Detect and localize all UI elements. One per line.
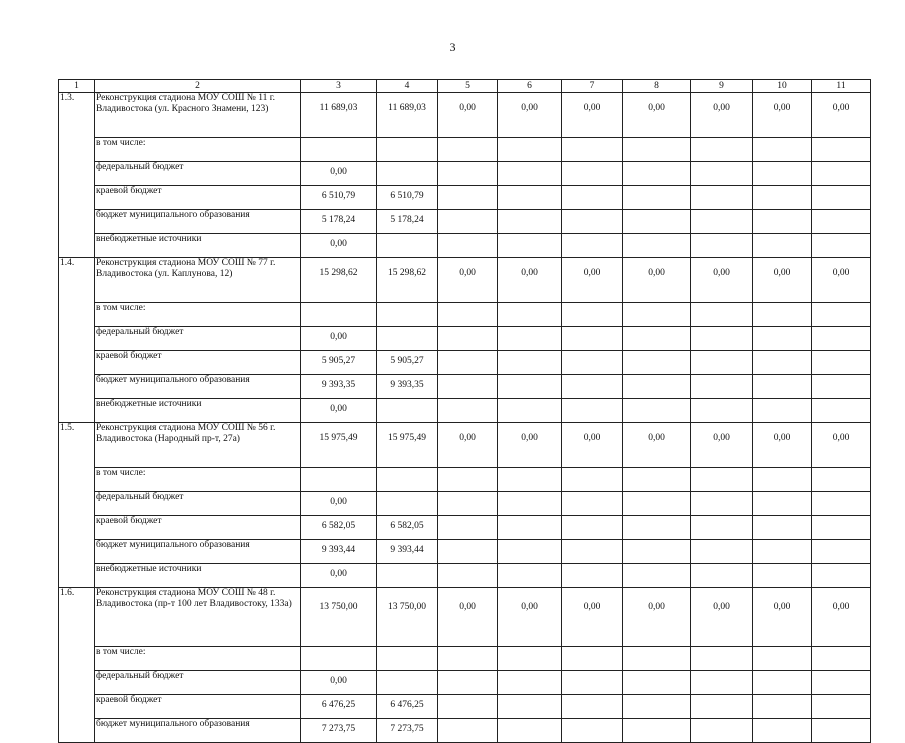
empty-cell [691, 492, 753, 516]
item-code: 1.6. [59, 588, 95, 743]
item-value: 0,00 [498, 93, 562, 138]
empty-cell [623, 540, 691, 564]
empty-cell [438, 671, 498, 695]
item-row [59, 423, 871, 468]
subrow-col4: 6 510,79 [377, 186, 438, 210]
empty-cell [812, 351, 871, 375]
column-header: 1 [59, 80, 95, 93]
subrow-col4 [377, 234, 438, 258]
subrow-label: в том числе: [95, 468, 301, 492]
column-header: 6 [498, 80, 562, 93]
item-value: 0,00 [438, 93, 498, 138]
page-number: 3 [449, 40, 456, 54]
subrow-label: федеральный бюджет [95, 492, 301, 516]
empty-cell [812, 492, 871, 516]
empty-cell [623, 492, 691, 516]
subrow-col4: 9 393,44 [377, 540, 438, 564]
subrow-col4: 5 905,27 [377, 351, 438, 375]
empty-cell [438, 695, 498, 719]
subrow-col4 [377, 492, 438, 516]
empty-cell [562, 647, 623, 671]
empty-cell [562, 138, 623, 162]
empty-cell [498, 210, 562, 234]
empty-cell [753, 695, 812, 719]
subrow-col3: 6 582,05 [301, 516, 377, 540]
subrow [59, 516, 871, 540]
empty-cell [812, 647, 871, 671]
empty-cell [562, 564, 623, 588]
empty-cell [498, 234, 562, 258]
empty-cell [753, 375, 812, 399]
item-code: 1.5. [59, 423, 95, 588]
empty-cell [562, 234, 623, 258]
empty-cell [753, 647, 812, 671]
subrow [59, 719, 871, 743]
column-header: 7 [562, 80, 623, 93]
item-value: 0,00 [623, 93, 691, 138]
item-value: 0,00 [691, 588, 753, 647]
empty-cell [753, 234, 812, 258]
empty-cell [623, 468, 691, 492]
column-header: 3 [301, 80, 377, 93]
empty-cell [812, 695, 871, 719]
item-value: 0,00 [498, 588, 562, 647]
empty-cell [691, 564, 753, 588]
empty-cell [498, 468, 562, 492]
empty-cell [623, 399, 691, 423]
empty-cell [691, 186, 753, 210]
empty-cell [623, 375, 691, 399]
item-value: 0,00 [691, 423, 753, 468]
empty-cell [498, 303, 562, 327]
empty-cell [753, 540, 812, 564]
subrow [59, 695, 871, 719]
empty-cell [812, 399, 871, 423]
empty-cell [753, 719, 812, 743]
empty-cell [812, 671, 871, 695]
empty-cell [691, 695, 753, 719]
empty-cell [753, 351, 812, 375]
empty-cell [812, 234, 871, 258]
subrow-col4: 6 476,25 [377, 695, 438, 719]
empty-cell [691, 162, 753, 186]
item-value: 11 689,03 [377, 93, 438, 138]
item-value: 15 298,62 [377, 258, 438, 303]
item-value: 0,00 [623, 423, 691, 468]
empty-cell [623, 234, 691, 258]
subrow [59, 564, 871, 588]
subrow-col3: 6 510,79 [301, 186, 377, 210]
empty-cell [623, 695, 691, 719]
empty-cell [498, 399, 562, 423]
subrow-label: бюджет муниципального образования [95, 719, 301, 743]
item-value: 15 975,49 [377, 423, 438, 468]
empty-cell [438, 210, 498, 234]
empty-cell [812, 719, 871, 743]
item-value: 15 975,49 [301, 423, 377, 468]
subrow-col3: 9 393,35 [301, 375, 377, 399]
empty-cell [562, 303, 623, 327]
subrow-label: внебюджетные источники [95, 234, 301, 258]
subrow-col3: 0,00 [301, 671, 377, 695]
item-value: 13 750,00 [377, 588, 438, 647]
empty-cell [562, 516, 623, 540]
empty-cell [753, 138, 812, 162]
subrow [59, 540, 871, 564]
subrow-col3 [301, 138, 377, 162]
subrow [59, 647, 871, 671]
subrow [59, 468, 871, 492]
subrow-col3: 0,00 [301, 399, 377, 423]
empty-cell [623, 327, 691, 351]
empty-cell [691, 375, 753, 399]
subrow-label: в том числе: [95, 303, 301, 327]
subrow-label: внебюджетные источники [95, 564, 301, 588]
item-code: 1.3. [59, 93, 95, 258]
empty-cell [498, 695, 562, 719]
empty-cell [691, 327, 753, 351]
subrow-col4 [377, 468, 438, 492]
subrow-col4: 9 393,35 [377, 375, 438, 399]
item-value: 0,00 [623, 588, 691, 647]
empty-cell [691, 234, 753, 258]
empty-cell [438, 303, 498, 327]
subrow [59, 303, 871, 327]
subrow-label: бюджет муниципального образования [95, 375, 301, 399]
empty-cell [438, 468, 498, 492]
subrow-col4 [377, 162, 438, 186]
column-header: 5 [438, 80, 498, 93]
empty-cell [498, 564, 562, 588]
subrow [59, 399, 871, 423]
empty-cell [623, 516, 691, 540]
item-value: 0,00 [753, 423, 812, 468]
subrow [59, 671, 871, 695]
empty-cell [691, 540, 753, 564]
subrow [59, 186, 871, 210]
item-row [59, 93, 871, 138]
empty-cell [691, 516, 753, 540]
subrow-col4 [377, 138, 438, 162]
item-value: 0,00 [812, 258, 871, 303]
empty-cell [812, 303, 871, 327]
empty-cell [753, 162, 812, 186]
subrow-col3: 0,00 [301, 162, 377, 186]
empty-cell [753, 327, 812, 351]
column-header: 11 [812, 80, 871, 93]
empty-cell [438, 540, 498, 564]
empty-cell [562, 375, 623, 399]
budget-table [58, 79, 871, 743]
empty-cell [623, 564, 691, 588]
subrow-col3: 0,00 [301, 327, 377, 351]
item-value: 0,00 [812, 423, 871, 468]
item-value: 0,00 [438, 588, 498, 647]
item-value: 13 750,00 [301, 588, 377, 647]
subrow [59, 138, 871, 162]
empty-cell [438, 647, 498, 671]
column-header: 8 [623, 80, 691, 93]
table-body [59, 80, 871, 743]
column-header: 2 [95, 80, 301, 93]
subrow-col3 [301, 303, 377, 327]
empty-cell [623, 303, 691, 327]
item-value: 11 689,03 [301, 93, 377, 138]
empty-cell [438, 162, 498, 186]
empty-cell [498, 375, 562, 399]
subrow-label: краевой бюджет [95, 351, 301, 375]
empty-cell [562, 186, 623, 210]
subrow [59, 351, 871, 375]
empty-cell [753, 303, 812, 327]
item-name: Реконструкция стадиона МОУ СОШ № 77 г. Владивостока (ул. Каплунова, 12) [95, 258, 301, 303]
subrow-label: в том числе: [95, 138, 301, 162]
subrow-label: федеральный бюджет [95, 327, 301, 351]
empty-cell [438, 492, 498, 516]
subrow [59, 327, 871, 351]
empty-cell [812, 564, 871, 588]
empty-cell [562, 351, 623, 375]
empty-cell [691, 210, 753, 234]
subrow-col3: 0,00 [301, 492, 377, 516]
empty-cell [812, 162, 871, 186]
empty-cell [562, 695, 623, 719]
item-value: 0,00 [498, 423, 562, 468]
subrow-col3: 7 273,75 [301, 719, 377, 743]
item-value: 0,00 [438, 423, 498, 468]
subrow-label: краевой бюджет [95, 186, 301, 210]
empty-cell [623, 138, 691, 162]
item-value: 0,00 [562, 423, 623, 468]
empty-cell [438, 138, 498, 162]
subrow [59, 492, 871, 516]
subrow-col3: 5 178,24 [301, 210, 377, 234]
subrow-col4 [377, 399, 438, 423]
subrow-col3: 0,00 [301, 564, 377, 588]
empty-cell [623, 351, 691, 375]
subrow-col4: 7 273,75 [377, 719, 438, 743]
empty-cell [498, 186, 562, 210]
empty-cell [498, 719, 562, 743]
empty-cell [812, 327, 871, 351]
empty-cell [753, 516, 812, 540]
empty-cell [623, 186, 691, 210]
subrow-label: краевой бюджет [95, 516, 301, 540]
subrow-col3 [301, 468, 377, 492]
column-header: 4 [377, 80, 438, 93]
subrow-col4 [377, 303, 438, 327]
empty-cell [498, 492, 562, 516]
empty-cell [812, 540, 871, 564]
subrow-col4: 6 582,05 [377, 516, 438, 540]
subrow [59, 234, 871, 258]
subrow-col3: 6 476,25 [301, 695, 377, 719]
empty-cell [623, 647, 691, 671]
empty-cell [498, 351, 562, 375]
empty-cell [753, 186, 812, 210]
item-value: 0,00 [562, 258, 623, 303]
empty-cell [623, 719, 691, 743]
column-header: 9 [691, 80, 753, 93]
subrow-col4: 5 178,24 [377, 210, 438, 234]
subrow-col3: 0,00 [301, 234, 377, 258]
empty-cell [691, 468, 753, 492]
empty-cell [438, 375, 498, 399]
item-row [59, 258, 871, 303]
empty-cell [753, 468, 812, 492]
item-value: 15 298,62 [301, 258, 377, 303]
empty-cell [812, 375, 871, 399]
empty-cell [812, 138, 871, 162]
empty-cell [691, 399, 753, 423]
empty-cell [812, 468, 871, 492]
empty-cell [812, 186, 871, 210]
item-row [59, 588, 871, 647]
subrow-col4 [377, 564, 438, 588]
item-value: 0,00 [753, 258, 812, 303]
subrow-col3: 9 393,44 [301, 540, 377, 564]
empty-cell [562, 492, 623, 516]
empty-cell [498, 516, 562, 540]
item-value: 0,00 [498, 258, 562, 303]
empty-cell [753, 210, 812, 234]
empty-cell [498, 540, 562, 564]
empty-cell [562, 162, 623, 186]
empty-cell [498, 138, 562, 162]
empty-cell [438, 186, 498, 210]
empty-cell [623, 671, 691, 695]
empty-cell [691, 303, 753, 327]
empty-cell [562, 671, 623, 695]
item-name: Реконструкция стадиона МОУ СОШ № 56 г. Владивостока (Народный пр-т, 27а) [95, 423, 301, 468]
item-value: 0,00 [691, 258, 753, 303]
empty-cell [562, 327, 623, 351]
subrow-label: в том числе: [95, 647, 301, 671]
empty-cell [438, 719, 498, 743]
header-row [59, 80, 871, 93]
empty-cell [753, 671, 812, 695]
subrow [59, 375, 871, 399]
item-value: 0,00 [562, 93, 623, 138]
empty-cell [438, 327, 498, 351]
item-value: 0,00 [562, 588, 623, 647]
empty-cell [438, 399, 498, 423]
item-value: 0,00 [623, 258, 691, 303]
item-value: 0,00 [691, 93, 753, 138]
empty-cell [623, 210, 691, 234]
subrow-label: внебюджетные источники [95, 399, 301, 423]
empty-cell [691, 647, 753, 671]
empty-cell [498, 671, 562, 695]
empty-cell [438, 516, 498, 540]
empty-cell [562, 399, 623, 423]
empty-cell [498, 162, 562, 186]
empty-cell [562, 540, 623, 564]
subrow-col4 [377, 327, 438, 351]
item-value: 0,00 [438, 258, 498, 303]
item-value: 0,00 [753, 93, 812, 138]
empty-cell [498, 647, 562, 671]
subrow-label: федеральный бюджет [95, 162, 301, 186]
subrow-label: краевой бюджет [95, 695, 301, 719]
empty-cell [691, 351, 753, 375]
empty-cell [562, 719, 623, 743]
empty-cell [753, 564, 812, 588]
empty-cell [562, 210, 623, 234]
empty-cell [691, 138, 753, 162]
empty-cell [623, 162, 691, 186]
empty-cell [498, 327, 562, 351]
empty-cell [753, 492, 812, 516]
empty-cell [438, 234, 498, 258]
column-header: 10 [753, 80, 812, 93]
empty-cell [753, 399, 812, 423]
item-value: 0,00 [812, 588, 871, 647]
empty-cell [438, 564, 498, 588]
empty-cell [562, 468, 623, 492]
empty-cell [691, 719, 753, 743]
item-name: Реконструкция стадиона МОУ СОШ № 48 г. Владивостока (пр-т 100 лет Владивостоку, 133а) [95, 588, 301, 647]
subrow-label: бюджет муниципального образования [95, 210, 301, 234]
subrow-label: бюджет муниципального образования [95, 540, 301, 564]
empty-cell [812, 516, 871, 540]
subrow-col4 [377, 671, 438, 695]
empty-cell [812, 210, 871, 234]
subrow-col4 [377, 647, 438, 671]
subrow-col3: 5 905,27 [301, 351, 377, 375]
item-value: 0,00 [753, 588, 812, 647]
item-code: 1.4. [59, 258, 95, 423]
subrow-label: федеральный бюджет [95, 671, 301, 695]
empty-cell [691, 671, 753, 695]
subrow-col3 [301, 647, 377, 671]
subrow [59, 210, 871, 234]
empty-cell [438, 351, 498, 375]
subrow [59, 162, 871, 186]
item-name: Реконструкция стадиона МОУ СОШ № 11 г. Владивостока (ул. Красного Знамени, 123) [95, 93, 301, 138]
item-value: 0,00 [812, 93, 871, 138]
